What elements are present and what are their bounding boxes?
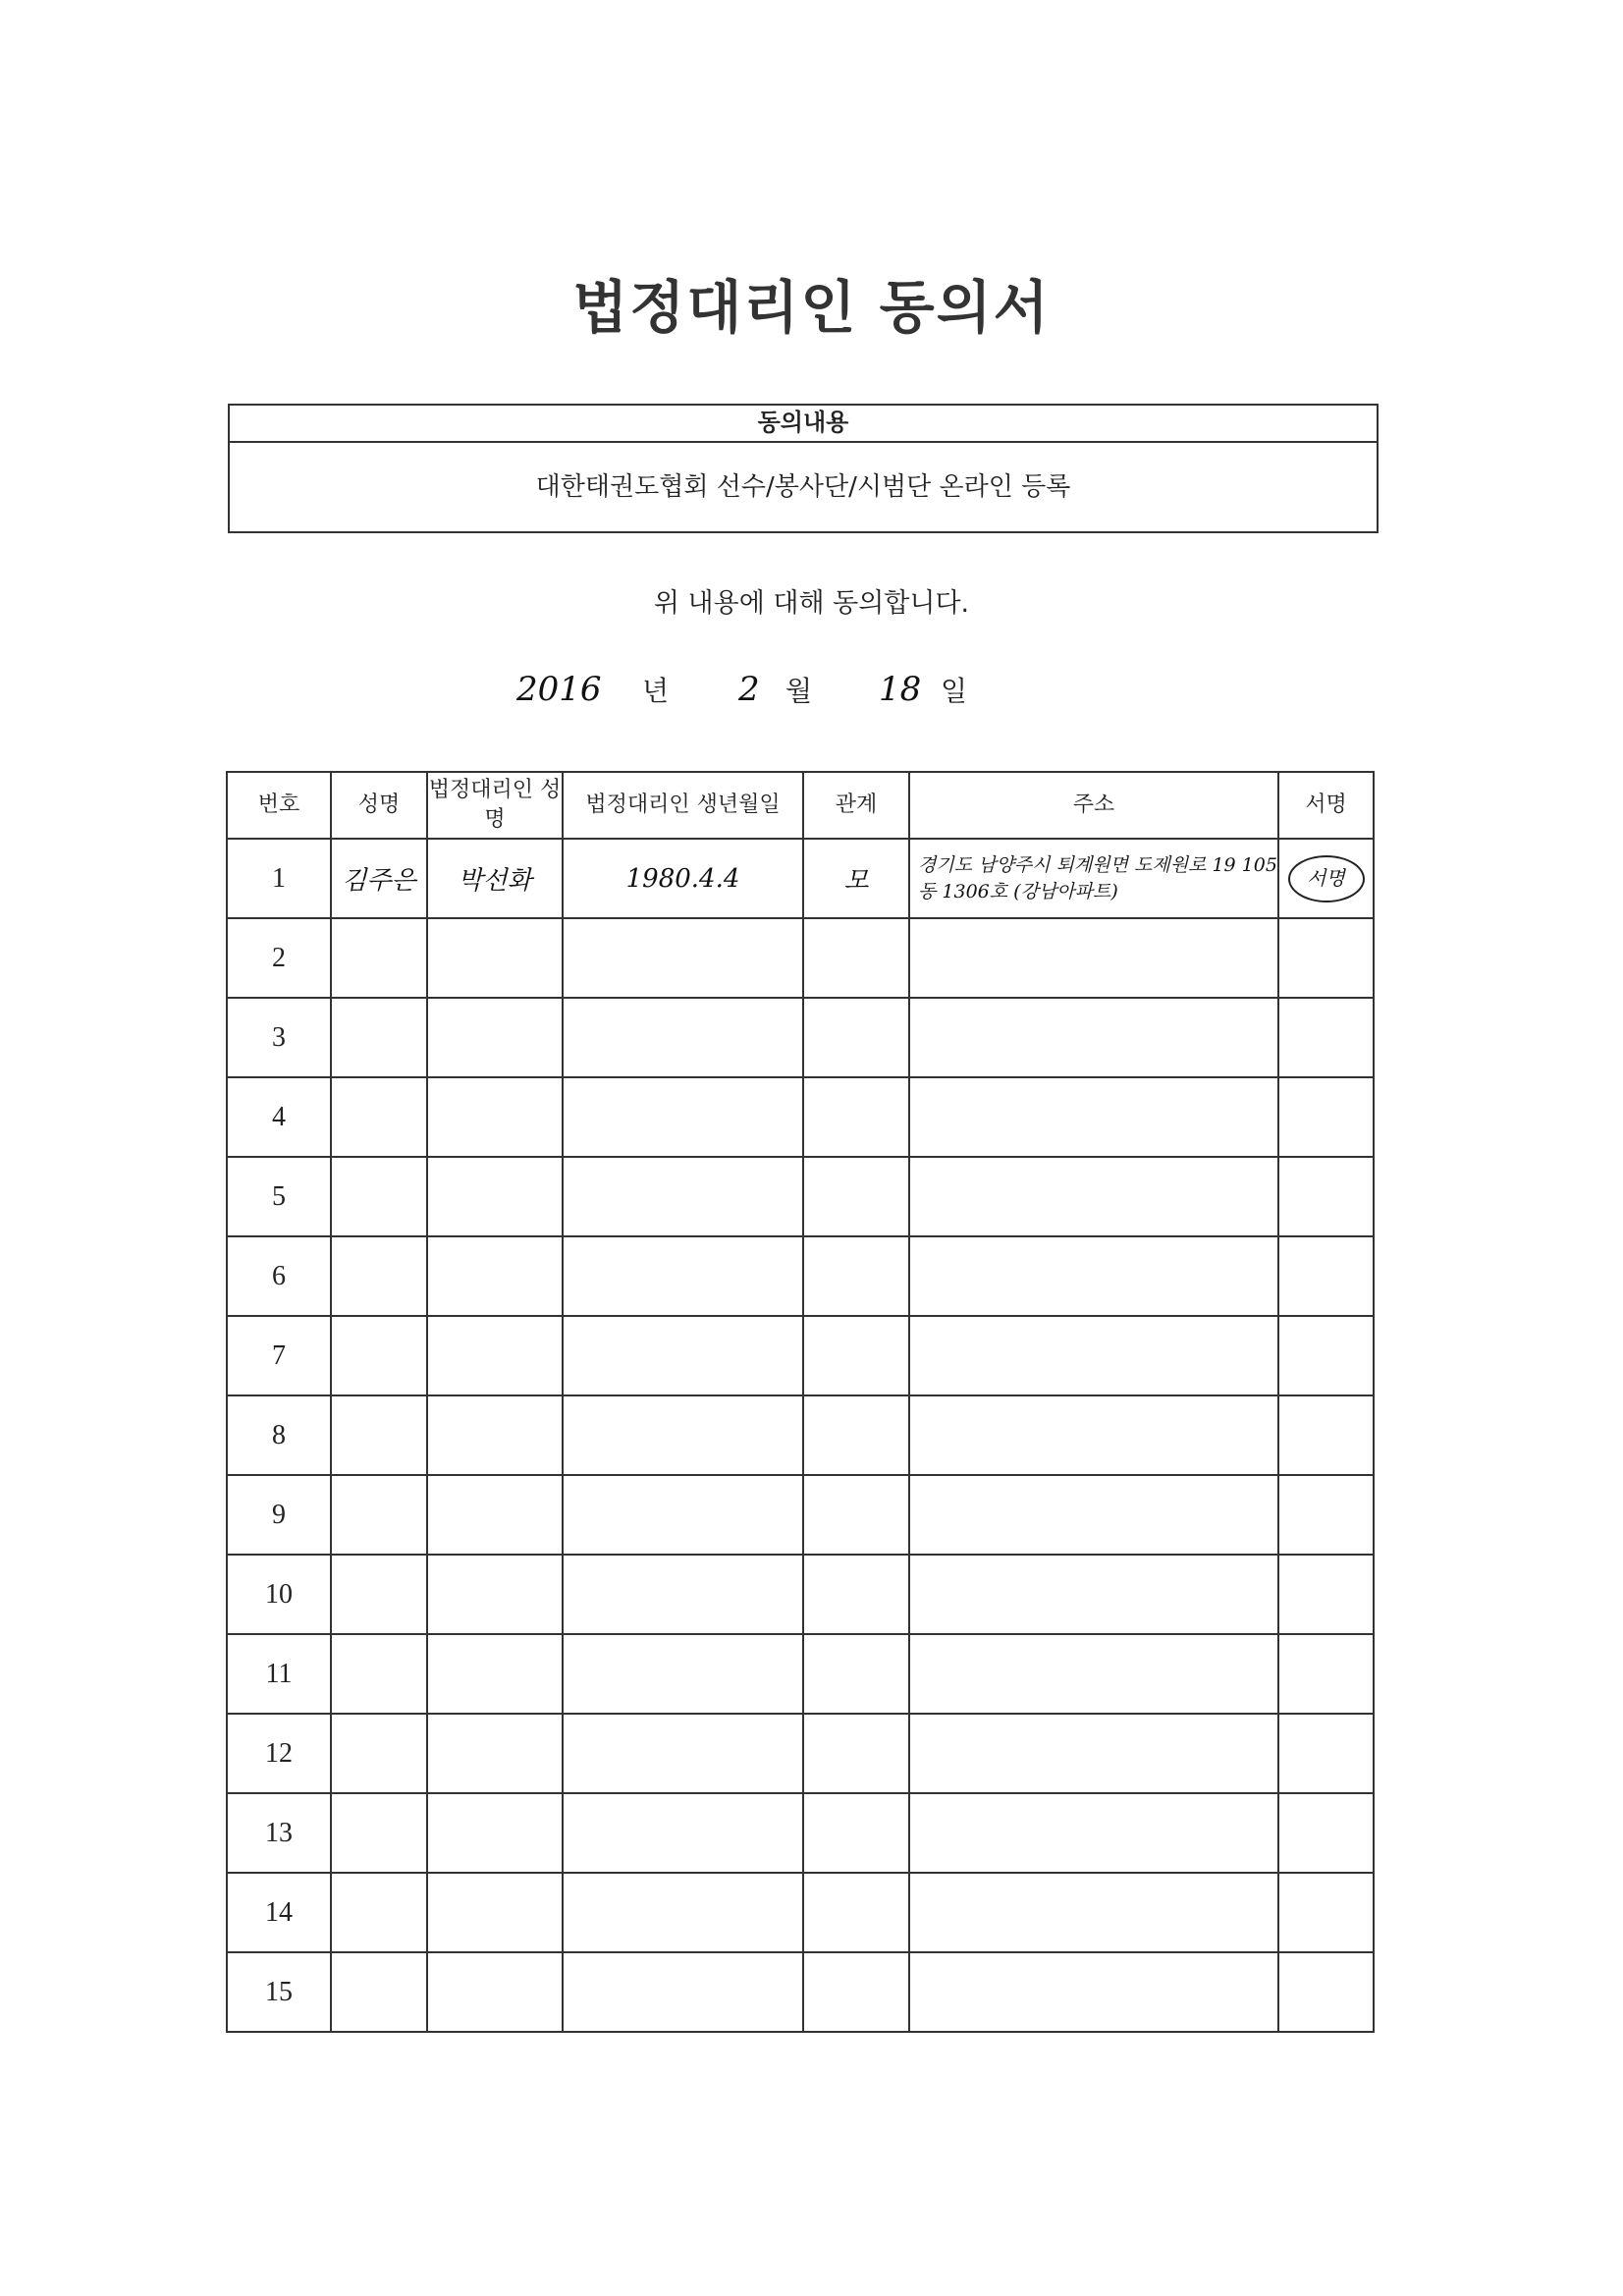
header-name: 성명	[331, 772, 427, 839]
cell-guardian-birth	[563, 1395, 803, 1475]
cell-signature	[1278, 1395, 1374, 1475]
cell-address	[909, 1555, 1278, 1634]
cell-signature	[1278, 1793, 1374, 1873]
cell-address	[909, 1634, 1278, 1714]
cell-relation	[803, 1077, 909, 1157]
cell-guardian-name	[427, 918, 563, 998]
cell-name	[331, 1077, 427, 1157]
cell-relation	[803, 1157, 909, 1236]
table-row	[227, 839, 1374, 918]
header-guardian-birth: 법정대리인 생년월일	[563, 772, 803, 839]
cell-signature	[1278, 1475, 1374, 1555]
cell-no: 5	[227, 1157, 331, 1236]
date-month-unit: 월	[785, 675, 813, 707]
signature-mark: 서명	[1288, 855, 1365, 902]
cell-name	[331, 1236, 427, 1316]
header-no: 번호	[227, 772, 331, 839]
cell-guardian-birth	[563, 1634, 803, 1714]
cell-no: 15	[227, 1952, 331, 2032]
date-year: 2016	[516, 670, 602, 709]
cell-relation	[803, 1873, 909, 1952]
cell-address	[909, 1236, 1278, 1316]
date-day-unit: 일	[941, 675, 968, 707]
cell-guardian-birth	[563, 998, 803, 1077]
cell-address	[909, 1952, 1278, 2032]
cell-name	[331, 1475, 427, 1555]
cell-guardian-birth	[563, 1475, 803, 1555]
cell-guardian-name	[427, 1714, 563, 1793]
cell-guardian-birth	[563, 1077, 803, 1157]
cell-relation: 모	[803, 839, 909, 918]
cell-signature	[1278, 1077, 1374, 1157]
cell-name	[331, 998, 427, 1077]
table-row	[227, 1316, 1374, 1395]
date-day: 18	[879, 670, 922, 709]
cell-address	[909, 998, 1278, 1077]
cell-guardian-name	[427, 1316, 563, 1395]
cell-guardian-name	[427, 1555, 563, 1634]
cell-signature	[1278, 1634, 1374, 1714]
cell-guardian-birth	[563, 1952, 803, 2032]
header-guardian-name: 법정대리인 성명	[427, 772, 563, 839]
cell-guardian-name	[427, 1873, 563, 1952]
cell-relation	[803, 1793, 909, 1873]
agree-statement: 위 내용에 대해 동의합니다.	[653, 588, 970, 619]
cell-guardian-name	[427, 1793, 563, 1873]
cell-no: 8	[227, 1395, 331, 1475]
table-row	[227, 1634, 1374, 1714]
consent-body: 대한태권도협회 선수/봉사단/시범단 온라인 등록	[535, 472, 1071, 502]
cell-address: 경기도 남양주시 퇴계원면 도제원로 19 105동 1306호 (강남아파트)	[909, 839, 1278, 918]
cell-guardian-birth	[563, 1873, 803, 1952]
table-row	[227, 918, 1374, 998]
cell-no: 1	[227, 839, 331, 918]
cell-signature	[1278, 1952, 1374, 2032]
table-row	[227, 1475, 1374, 1555]
cell-no: 6	[227, 1236, 331, 1316]
cell-no: 7	[227, 1316, 331, 1395]
date-line	[0, 664, 1623, 713]
table-header-row	[227, 772, 1374, 839]
header-signature: 서명	[1278, 772, 1374, 839]
cell-name	[331, 918, 427, 998]
table-row	[227, 1873, 1374, 1952]
cell-signature	[1278, 1157, 1374, 1236]
cell-guardian-birth	[563, 1793, 803, 1873]
cell-address	[909, 1873, 1278, 1952]
cell-name	[331, 1395, 427, 1475]
cell-no: 13	[227, 1793, 331, 1873]
cell-no: 12	[227, 1714, 331, 1793]
cell-name	[331, 1952, 427, 2032]
cell-signature	[1278, 998, 1374, 1077]
cell-relation	[803, 1475, 909, 1555]
cell-no: 10	[227, 1555, 331, 1634]
cell-address	[909, 1395, 1278, 1475]
cell-guardian-name: 박선화	[427, 839, 563, 918]
cell-address	[909, 1077, 1278, 1157]
cell-name	[331, 1873, 427, 1952]
cell-name	[331, 1157, 427, 1236]
date-month: 2	[738, 670, 760, 709]
cell-guardian-name	[427, 1077, 563, 1157]
table-row	[227, 1952, 1374, 2032]
cell-guardian-name	[427, 1157, 563, 1236]
cell-guardian-name	[427, 1236, 563, 1316]
cell-signature	[1278, 839, 1374, 918]
cell-name: 김주은	[331, 839, 427, 918]
cell-guardian-birth	[563, 918, 803, 998]
cell-signature	[1278, 1873, 1374, 1952]
cell-name	[331, 1793, 427, 1873]
cell-guardian-name	[427, 998, 563, 1077]
cell-relation	[803, 1555, 909, 1634]
cell-guardian-birth	[563, 1555, 803, 1634]
table-row	[227, 1157, 1374, 1236]
guardian-table	[226, 771, 1375, 2033]
cell-guardian-name	[427, 1395, 563, 1475]
table-row	[227, 1395, 1374, 1475]
cell-guardian-birth	[563, 1316, 803, 1395]
cell-guardian-name	[427, 1634, 563, 1714]
header-relation: 관계	[803, 772, 909, 839]
cell-address	[909, 1157, 1278, 1236]
cell-signature	[1278, 918, 1374, 998]
cell-no: 11	[227, 1634, 331, 1714]
cell-relation	[803, 1634, 909, 1714]
cell-address	[909, 918, 1278, 998]
document-title: 법정대리인 동의서	[572, 274, 1051, 341]
cell-relation	[803, 1316, 909, 1395]
cell-name	[331, 1555, 427, 1634]
cell-guardian-birth	[563, 1236, 803, 1316]
cell-address	[909, 1475, 1278, 1555]
table-row	[227, 1555, 1374, 1634]
cell-no: 4	[227, 1077, 331, 1157]
table-row	[227, 1236, 1374, 1316]
cell-signature	[1278, 1316, 1374, 1395]
cell-relation	[803, 998, 909, 1077]
cell-signature	[1278, 1714, 1374, 1793]
cell-name	[331, 1714, 427, 1793]
cell-guardian-birth: 1980.4.4	[563, 839, 803, 918]
cell-name	[331, 1316, 427, 1395]
cell-address	[909, 1316, 1278, 1395]
table-row	[227, 998, 1374, 1077]
cell-relation	[803, 1714, 909, 1793]
cell-guardian-birth	[563, 1714, 803, 1793]
date-year-unit: 년	[642, 675, 670, 707]
cell-relation	[803, 1952, 909, 2032]
table-row	[227, 1077, 1374, 1157]
consent-content-box	[228, 404, 1379, 533]
cell-no: 2	[227, 918, 331, 998]
cell-guardian-name	[427, 1952, 563, 2032]
cell-name	[331, 1634, 427, 1714]
cell-guardian-name	[427, 1475, 563, 1555]
cell-no: 14	[227, 1873, 331, 1952]
header-address: 주소	[909, 772, 1278, 839]
cell-signature	[1278, 1236, 1374, 1316]
cell-signature	[1278, 1555, 1374, 1634]
cell-relation	[803, 1236, 909, 1316]
table-row	[227, 1793, 1374, 1873]
cell-address	[909, 1714, 1278, 1793]
cell-guardian-birth	[563, 1157, 803, 1236]
cell-no: 3	[227, 998, 331, 1077]
cell-relation	[803, 1395, 909, 1475]
table-row	[227, 1714, 1374, 1793]
consent-header: 동의내용	[230, 406, 1377, 443]
cell-no: 9	[227, 1475, 331, 1555]
cell-address	[909, 1793, 1278, 1873]
cell-relation	[803, 918, 909, 998]
